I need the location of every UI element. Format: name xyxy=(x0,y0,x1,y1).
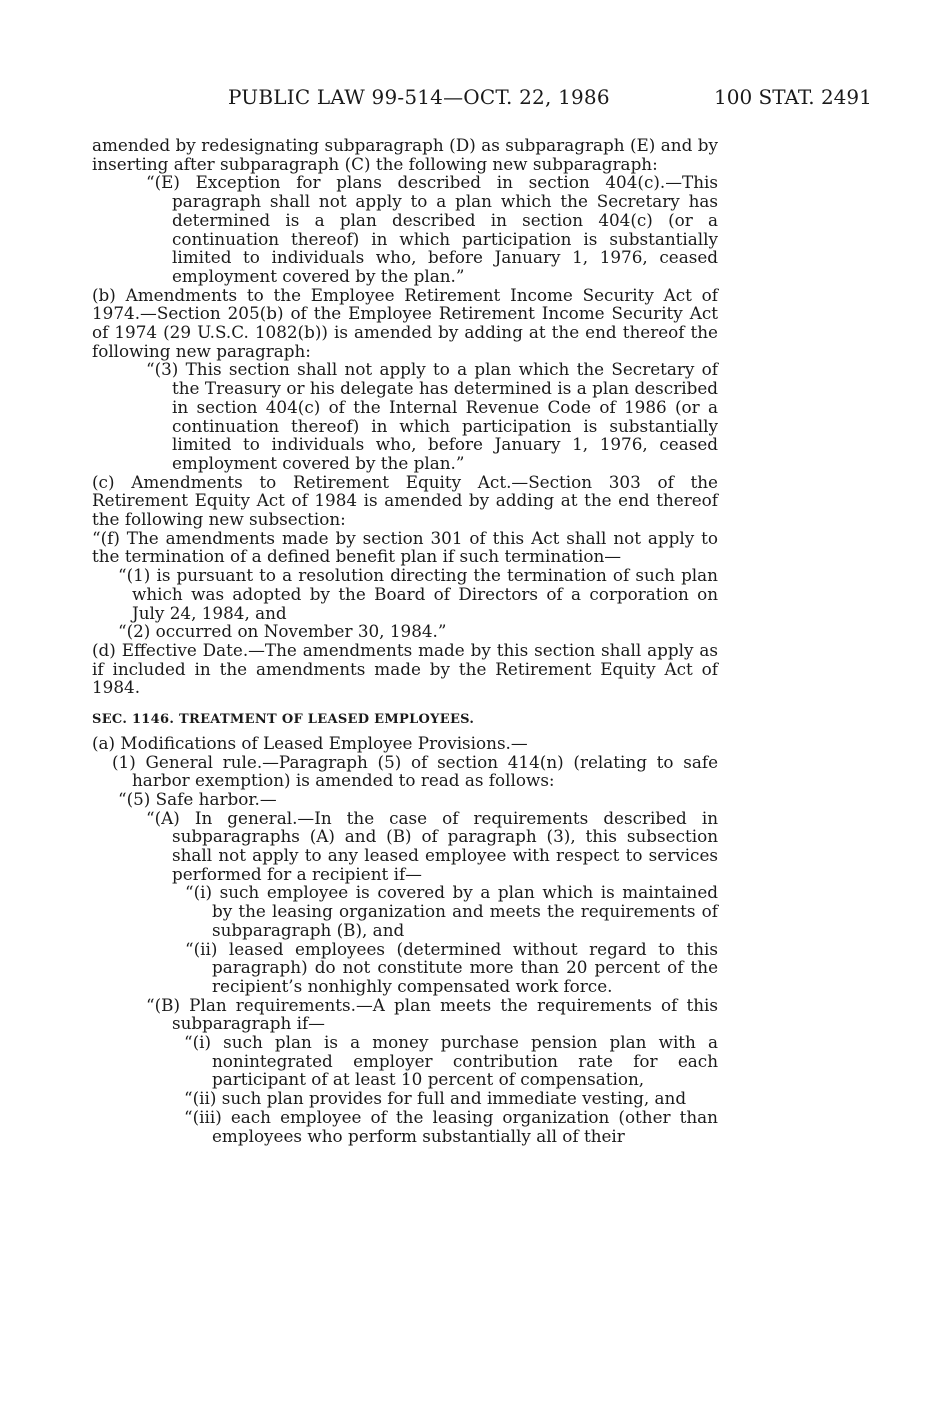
subsection-heading: (c) Amendments to Retirement Equity Act.—Section 303 of the Retirement Equity Act of 1984 is amended by adding at the end thereof the following new subsection: xyxy=(92,471,718,530)
paragraph: “(ii) such plan provides for full and immediate vesting, and xyxy=(184,1088,687,1109)
header-title: PUBLIC LAW 99-514—OCT. 22, 1986 xyxy=(228,85,610,109)
section-heading: SEC. 1146. TREATMENT OF LEASED EMPLOYEES. xyxy=(92,712,475,728)
paragraph: “(1) is pursuant to a resolution directing the termination of such plan which was adopted by the Board of Directors of a corporation on July 24, 1984, and xyxy=(118,565,718,623)
paragraph: “(f) The amendments made by section 301 of this Act shall not apply to the termination of a defined benefit plan if such termination— xyxy=(92,527,718,567)
subsection-heading: (b) Amendments to the Employee Retirement Income Security Act of 1974.—Section 205(b) of the Employee Retirement Income Security Act of 1974 (29 U.S.C. 1082(b)) is amended by adding at the end thereof the following new paragraph: xyxy=(92,284,718,361)
paragraph: “(3) This section shall not apply to a plan which the Secretary of the Treasury or his delegate has determined is a plan described in section 404(c) of the Internal Revenue Code of 1986 (or a continuation thereof) in which participation is substantially limited to individuals who, before January 1, 1976, ceased employment covered by the plan.” xyxy=(146,359,718,473)
page-header xyxy=(0,85,948,115)
paragraph: “(B) Plan requirements.—A plan meets the requirements of this subparagraph if— xyxy=(146,994,718,1034)
paragraph: “(E) Exception for plans described in section 404(c).—This paragraph shall not apply to a plan which the Secretary has determined is a plan described in section 404(c) (or a continuation thereof) in which participation is substantially limited to individuals who, before January 1, 1976, ceased employment covered by the plan.” xyxy=(146,172,718,286)
paragraph: “(5) Safe harbor.— xyxy=(118,788,277,809)
body-text xyxy=(92,136,718,1145)
subsection-heading: (d) Effective Date.—The amendments made by this section shall apply as if included in the amendments made by the Retirement Equity Act of 1984. xyxy=(92,639,718,698)
paragraph: (1) General rule.—Paragraph (5) of section 414(n) (relating to safe harbor exemption) is amended to read as follows: xyxy=(112,751,718,791)
paragraph: “(ii) leased employees (determined without regard to this paragraph) do not constitute more than 20 percent of the recipient’s nonhighly compensated work force. xyxy=(185,938,718,996)
paragraph: “(iii) each employee of the leasing organization (other than employees who perform substantially all of their xyxy=(184,1106,718,1146)
paragraph: amended by redesignating subparagraph (D) as subparagraph (E) and by inserting after subparagraph (C) the following new subparagraph: xyxy=(92,135,718,174)
paragraph: “(i) such plan is a money purchase pension plan with a nonintegrated employer contribution rate for each participant of at least 10 percent of compensation, xyxy=(184,1032,718,1090)
paragraph: “(2) occurred on November 30, 1984.” xyxy=(118,621,447,642)
paragraph: “(i) such employee is covered by a plan which is maintained by the leasing organization and meets the requirements of subparagraph (B), and xyxy=(185,882,718,940)
header-stat-citation: 100 STAT. 2491 xyxy=(714,85,872,109)
subsection-heading: (a) Modifications of Leased Employee Provisions.— xyxy=(92,732,528,753)
paragraph: “(A) In general.—In the case of requirements described in subparagraphs (A) and (B) of paragraph (3), this subsection shall not apply to any leased employee with respect to services performed for a recipient if— xyxy=(146,807,718,884)
